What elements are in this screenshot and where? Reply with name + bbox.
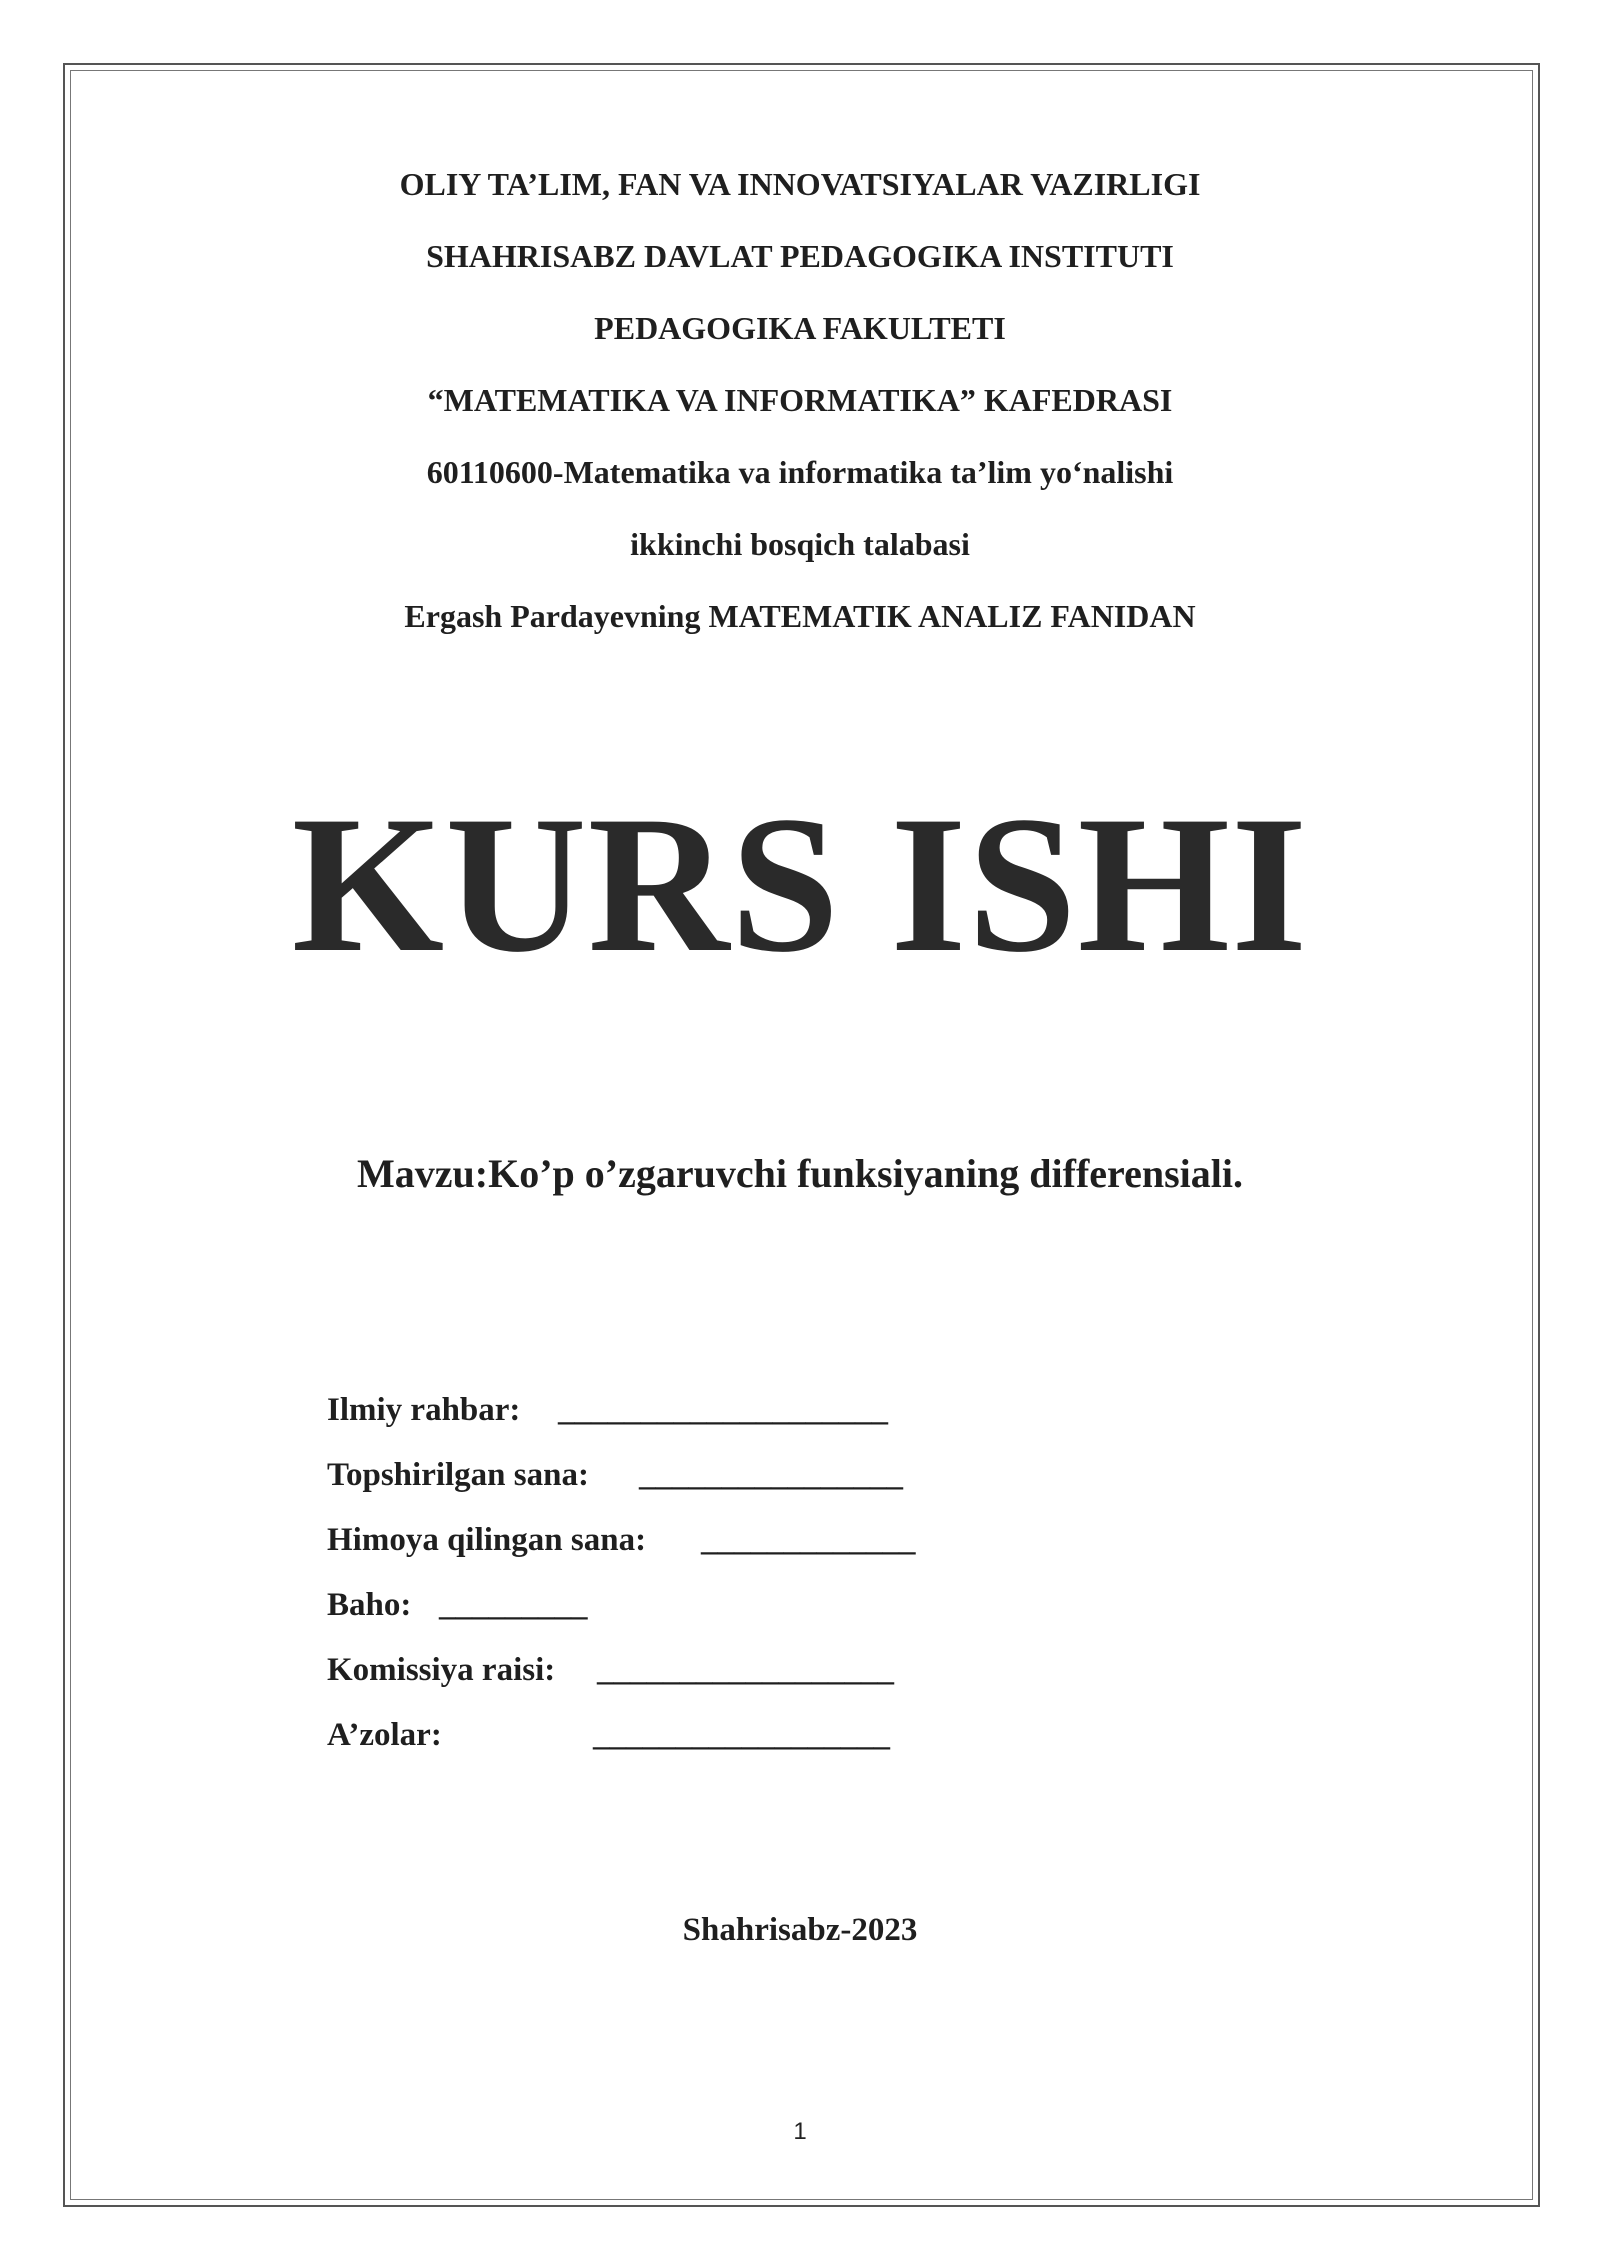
field-label: Komissiya raisi: xyxy=(327,1652,556,1688)
city-year: Shahrisabz-2023 xyxy=(682,1912,918,1948)
signature-fields xyxy=(327,1378,1227,1768)
topic-line: Mavzu:Ko’p o’zgaruvchi funksiyaning differensiali. xyxy=(357,1151,1243,1196)
field-blank-line: ________________ xyxy=(639,1457,903,1493)
field-label: Topshirilgan sana: xyxy=(327,1457,589,1493)
field-blank-line: ____________________ xyxy=(558,1392,888,1428)
field-label: A’zolar: xyxy=(327,1717,442,1753)
faculty-name: PEDAGOGIKA FAKULTETI xyxy=(594,310,1006,346)
field-blank-line: __________________ xyxy=(593,1717,890,1753)
institution-header xyxy=(0,148,1600,652)
field-blank-line: __________________ xyxy=(597,1652,894,1688)
field-commission-chair xyxy=(327,1638,1227,1703)
page-number: 1 xyxy=(793,2118,807,2145)
field-label: Ilmiy rahbar: xyxy=(327,1392,521,1428)
field-label: Baho: xyxy=(327,1587,412,1623)
field-defense-date xyxy=(327,1508,1227,1573)
ministry-name: OLIY TA’LIM, FAN VA INNOVATSIYALAR VAZIRLIGI xyxy=(399,166,1201,202)
document-title: KURS ISHI xyxy=(291,776,1309,993)
field-grade xyxy=(327,1573,1227,1638)
field-blank-line: _________ xyxy=(439,1587,588,1623)
department-name: “MATEMATIKA VA INFORMATIKA” KAFEDRASI xyxy=(427,382,1173,418)
field-submitted-date xyxy=(327,1443,1227,1508)
field-members xyxy=(327,1703,1227,1768)
institute-name: SHAHRISABZ DAVLAT PEDAGOGIKA INSTITUTI xyxy=(426,238,1174,274)
program-name: 60110600-Matematika va informatika ta’lim yo‘nalishi xyxy=(426,454,1174,490)
student-year: ikkinchi bosqich talabasi xyxy=(630,526,970,562)
field-supervisor xyxy=(327,1378,1227,1443)
field-blank-line: _____________ xyxy=(701,1522,916,1558)
student-subject: Ergash Pardayevning MATEMATIK ANALIZ FANIDAN xyxy=(404,598,1196,634)
field-label: Himoya qilingan sana: xyxy=(327,1522,647,1558)
